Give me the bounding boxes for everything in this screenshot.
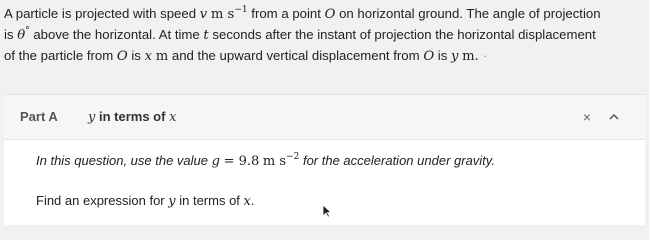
math-degree: ° <box>25 26 30 36</box>
math-t: t <box>203 28 209 43</box>
question-text: . <box>250 193 255 208</box>
math-x: x <box>144 49 153 64</box>
math-O: O <box>324 7 336 22</box>
part-a-body <box>36 153 636 209</box>
part-title <box>88 109 176 125</box>
intro-text: above the horizontal. At time <box>33 27 200 42</box>
math-exponent: −1 <box>234 5 248 15</box>
math-y: y <box>88 110 96 125</box>
intro-text: of the particle from <box>4 48 114 63</box>
math-unit: m s <box>210 7 235 22</box>
note-text: In this question, use the value <box>36 153 209 168</box>
math-unit: m <box>155 49 169 64</box>
part-a-header[interactable] <box>4 95 645 140</box>
close-icon[interactable]: × <box>582 109 592 125</box>
intro-text: is <box>131 48 141 63</box>
intro-text: from a point <box>251 6 321 21</box>
intro-text: is <box>4 27 14 42</box>
part-title-text: in terms of <box>98 109 166 124</box>
intro-line-2 <box>4 25 644 46</box>
intro-text: is <box>437 48 448 63</box>
math-unit: m. <box>462 49 479 64</box>
question-text: Find an expression for <box>36 193 165 208</box>
intro-text: A particle is projected with speed <box>4 6 197 21</box>
part-label: Part A <box>20 109 58 124</box>
math-y: y <box>168 194 176 209</box>
math-value: = 9.8 <box>223 154 260 169</box>
math-v: v <box>199 7 208 22</box>
question-text: in terms of <box>179 193 240 208</box>
math-unit: m s <box>262 154 287 169</box>
mouse-cursor-icon <box>322 204 332 218</box>
math-O: O <box>116 49 128 64</box>
question-intro <box>4 4 644 67</box>
gravity-note <box>36 153 636 169</box>
math-g: g <box>211 154 220 169</box>
math-O: O <box>423 49 435 64</box>
note-text: for the acceleration under gravity. <box>302 153 495 168</box>
intro-text: seconds after the instant of projection the horizontal displacement <box>212 27 596 42</box>
math-x: x <box>169 110 177 125</box>
math-x: x <box>243 194 251 209</box>
chevron-up-icon[interactable] <box>607 110 621 124</box>
math-exponent: −2 <box>286 152 300 162</box>
math-theta: θ <box>17 28 26 43</box>
intro-text: on horizontal ground. The angle of projection <box>339 6 601 21</box>
math-y: y <box>451 49 459 64</box>
intro-line-3 <box>4 46 644 67</box>
question-prompt <box>36 193 636 209</box>
intro-line-1 <box>4 4 644 25</box>
dot-icon: · <box>482 48 488 63</box>
intro-text: and the upward vertical displacement from <box>171 48 420 63</box>
